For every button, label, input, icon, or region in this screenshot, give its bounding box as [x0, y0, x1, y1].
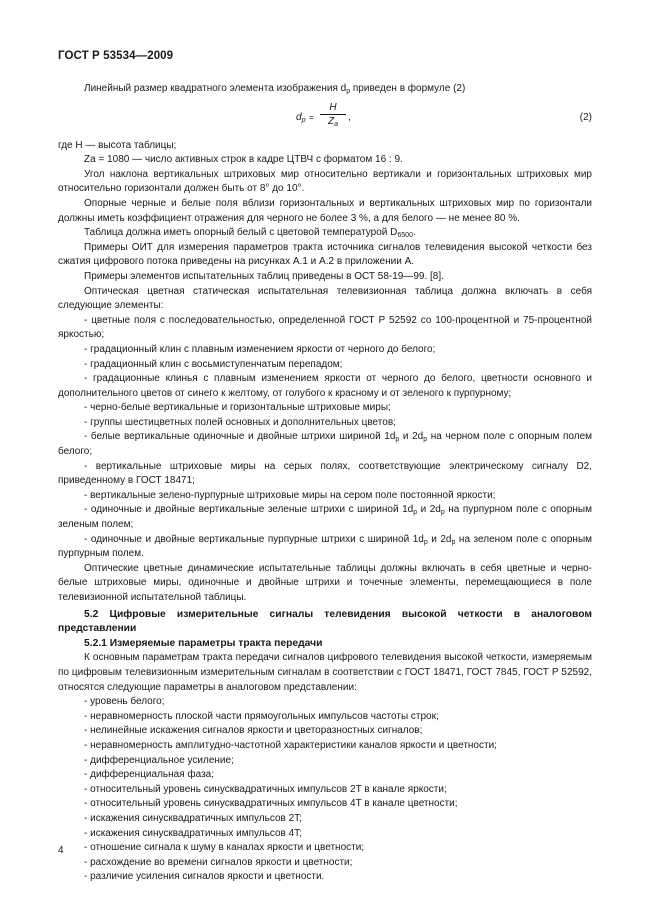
where-line-2: Za = 1080 — число активных строк в кадре ЦТВЧ с форматом 16 : 9. [84, 154, 403, 166]
list-item: - одиночные и двойные вертикальные зеленые штрихи с шириной $1d_p$ и $2d_p$ на пурпурном поле с опорным зеленым полем; [58, 504, 592, 531]
formula-2 [58, 99, 592, 139]
list-item: - градационный клин с плавным изменением яркости от черного до белого; [84, 343, 436, 355]
paragraph-dynamic-tables: Оптические цветные динамические испытательные таблицы должны включать в себя цветные и черно-белые штриховые миры, одиночные и двойные штрихи и точечные элементы, перемещающиеся в поле телевизионной испытательной таблицы. [58, 562, 592, 603]
list-item: - градационные клинья с плавным изменением яркости от черного до белого, цветности основного и дополнительного цветов от синего к желтому, от голубого к красному и от зеленого к пурпурному; [58, 373, 592, 399]
list-item: - уровень белого; [84, 696, 165, 708]
where-line-1: где H — высота таблицы; [58, 139, 177, 151]
paragraph-static-table: Оптическая цветная статическая испытательная телевизионная таблица должна включать в себя следующие элементы: [58, 285, 592, 312]
page-number: 4 [58, 845, 64, 856]
document-header: ГОСТ Р 53534—2009 [58, 50, 174, 62]
list-item: - неравномерность амплитудно-частотной характеристики каналов яркости и цветности; [84, 739, 497, 751]
list-item: - градационный клин с восьмиступенчатым перепадом; [84, 358, 343, 370]
section-heading-5-2-1: 5.2.1 Измеряемые параметры тракта передачи [84, 637, 323, 649]
paragraph-examples-elements: Примеры элементов испытательных таблиц приведены в ОСТ 58-19—99. [8]. [84, 270, 444, 282]
list-item: - одиночные и двойные вертикальные пурпурные штрихи с шириной $1d_p$ и $2d_p$ на зеленом поле с опорным пурпурным полем. [58, 533, 593, 560]
formula-denominator: $Z_a$ [327, 115, 338, 128]
list-item: - расхождение во времени сигналов яркости и цветности; [84, 856, 353, 868]
list-item: - дифференциальная фаза; [84, 769, 214, 781]
list-item: - искажения синусквадратичных импульсов 4T; [84, 827, 302, 839]
list-item: - отношение сигнала к шуму в каналах яркости и цветности; [84, 842, 365, 854]
section-heading-5-2: 5.2 Цифровые измерительные сигналы телевидения высокой четкости в аналоговом представлении [58, 608, 592, 635]
list-item: - различие усиления сигналов яркости и цветности. [84, 871, 325, 883]
list-item: - относительный уровень синусквадратичных импульсов 2T в канале яркости; [84, 783, 447, 795]
list-item: - нелинейные искажения сигналов яркости и цветоразностных сигналов; [84, 725, 423, 737]
paragraph-angle: Угол наклона вертикальных штриховых мир относительно вертикали и горизонтальных штриховых мир относительно горизонтали должен быть от 8° до 10°. [58, 168, 592, 195]
formula-number: (2) [579, 111, 592, 123]
paragraph-reference-fields: Опорные черные и белые поля вблизи горизонтальных и вертикальных штриховых мир по горизонтали должны иметь коэффициент отражения для черного не более 3 %, а для белого — не менее 80 %. [58, 197, 592, 224]
list-item: - вертикальные зелено-пурпурные штриховые миры на сером поле постоянной яркости; [84, 489, 496, 501]
list-item: - черно-белые вертикальные и горизонтальные штриховые миры; [84, 402, 391, 414]
list-item: - вертикальные штриховые миры на серых полях, соответствующие электрическому сигналу D2, приведенному в ГОСТ 18471; [58, 460, 592, 487]
list-item: - дифференциальное усиление; [84, 754, 234, 766]
formula-comma: , [348, 111, 351, 123]
list-item: - белые вертикальные одиночные и двойные штрихи шириной $1d_p$ и $2d_p$ на черном поле с опорным полем белого; [58, 431, 592, 458]
intro-paragraph: Линейный размер квадратного элемента изображения $d_p$ приведен в формуле (2) [84, 83, 466, 95]
list-item: - относительный уровень синусквадратичных импульсов 4T в канале цветности; [84, 798, 458, 810]
formula-numerator: H [320, 101, 346, 115]
paragraph-examples-oit: Примеры ОИТ для измерения параметров тракта источника сигналов телевидения высокой четкости без сжатия цифрового потока приведены на рисунках А.1 и А.2 в приложении А. [58, 241, 592, 268]
document-body [58, 82, 592, 885]
list-item: - искажения синусквадратичных импульсов 2T; [84, 812, 302, 824]
paragraph-parameters: К основным параметрам тракта передачи сигналов цифрового телевидения высокой четкости, измеряемым по цифровым телевизионным измерительным сигналам в соответствии с ГОСТ 18471, ГОСТ 7845, ГОСТ Р 52592, относятся следующие параметры в аналоговом представлении: [58, 652, 592, 693]
list-item: - неравномерность плоской части прямоугольных импульсов частоты строк; [84, 710, 439, 722]
paragraph-white-reference: Таблица должна иметь опорный белый с цветовой температурой $D_{6500}$. [84, 227, 416, 240]
formula-fraction [320, 101, 346, 128]
list-item: - цветные поля с последовательностью, определенной ГОСТ Р 52592 со 100-процентной и 75-процентной яркостью; [58, 314, 592, 341]
formula-lhs: $d_p$ [296, 111, 306, 124]
formula-equals: = [309, 112, 314, 122]
list-item: - группы шестицветных полей основных и дополнительных цветов; [84, 416, 396, 428]
